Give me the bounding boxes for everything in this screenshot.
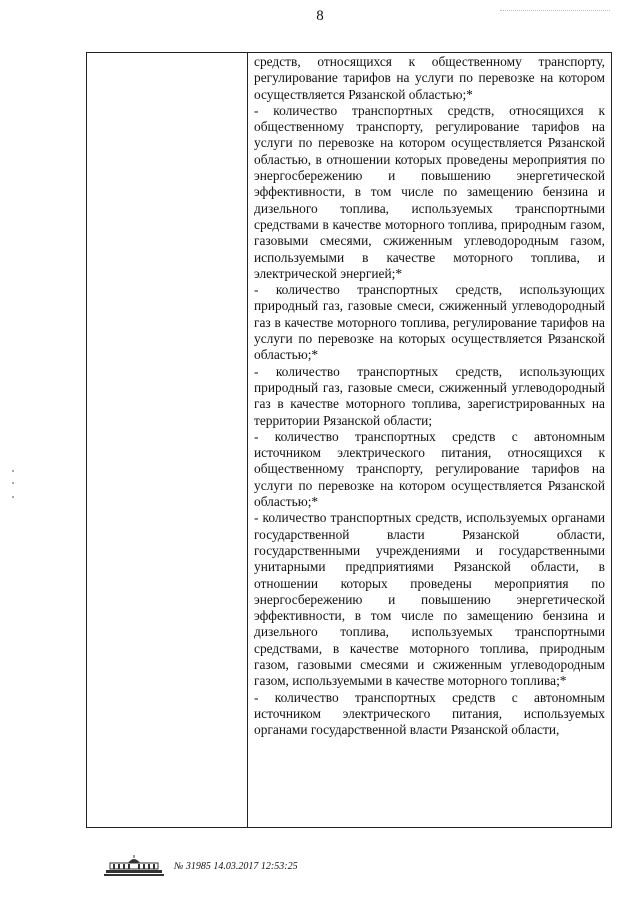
scan-artifact-line [500,10,610,13]
table-cell-right [248,53,612,828]
table-paragraph: - количество транспортных средств с автономным источником электрического питания, используемых органами государственной власти Рязанской области, [254,689,605,738]
table-paragraph: - количество транспортных средств с автономным источником электрического питания, относящихся к общественному транспорту, регулирование тарифов на услуги по перевозке на котором осуществляется Рязанской областью;* [254,428,605,510]
page-number: 8 [316,8,324,24]
government-building-logo-icon [104,855,164,877]
table-paragraph: средств, относящихся к общественному транспорту, регулирование тарифов на услуги по перевозке на котором осуществляется Рязанской областью;* [254,54,605,102]
registry-number: № 31985 14.03.2017 12:53:25 [174,860,298,872]
table-paragraph: - количество транспортных средств, используемых органами государственной власти Рязанской области, государственными учреждениями и государственными унитарными предприятиями Рязанской области, в отношении которых проведены мероприятия по энергосбережению и повышению энергетической эффективности, в том числе по замещению бензина и дизельного топлива, используемых транспортными средствами, в качестве моторного топлива, природным газом, газовыми смесями и сжиженным углеводородным газом, используемыми в качестве моторного топлива;* [254,510,605,689]
scan-artifact-dots [12,470,22,510]
table-row [87,53,612,828]
table-paragraph: - количество транспортных средств, использующих природный газ, газовые смеси, сжиженный углеводородный газ в качестве моторного топлива, зарегистрированных на территории Рязанской области; [254,363,605,428]
paragraph-list [248,53,611,738]
table-paragraph: - количество транспортных средств, относящихся к общественному транспорту, регулирование тарифов на услуги по перевозке на котором осуществляется Рязанской областью, в отношении которых проведены мероприятия по энергосбережению и повышению энергетической эффективности, в том числе по замещению бензина и дизельного топлива, используемых транспортными средствами в качестве моторного топлива, природным газом, газовыми смесями, сжиженным углеводородным газом, используемыми в качестве моторного топлива, и электрической энергией;* [254,102,605,281]
table-paragraph: - количество транспортных средств, использующих природный газ, газовые смеси, сжиженный углеводородный газ в качестве моторного топлива, регулирование тарифов на услуги по перевозке на которых осуществляется Рязанской областью;* [254,282,605,363]
table-cell-left [87,53,248,828]
content-table [86,52,612,828]
footer-stamp [104,855,298,877]
